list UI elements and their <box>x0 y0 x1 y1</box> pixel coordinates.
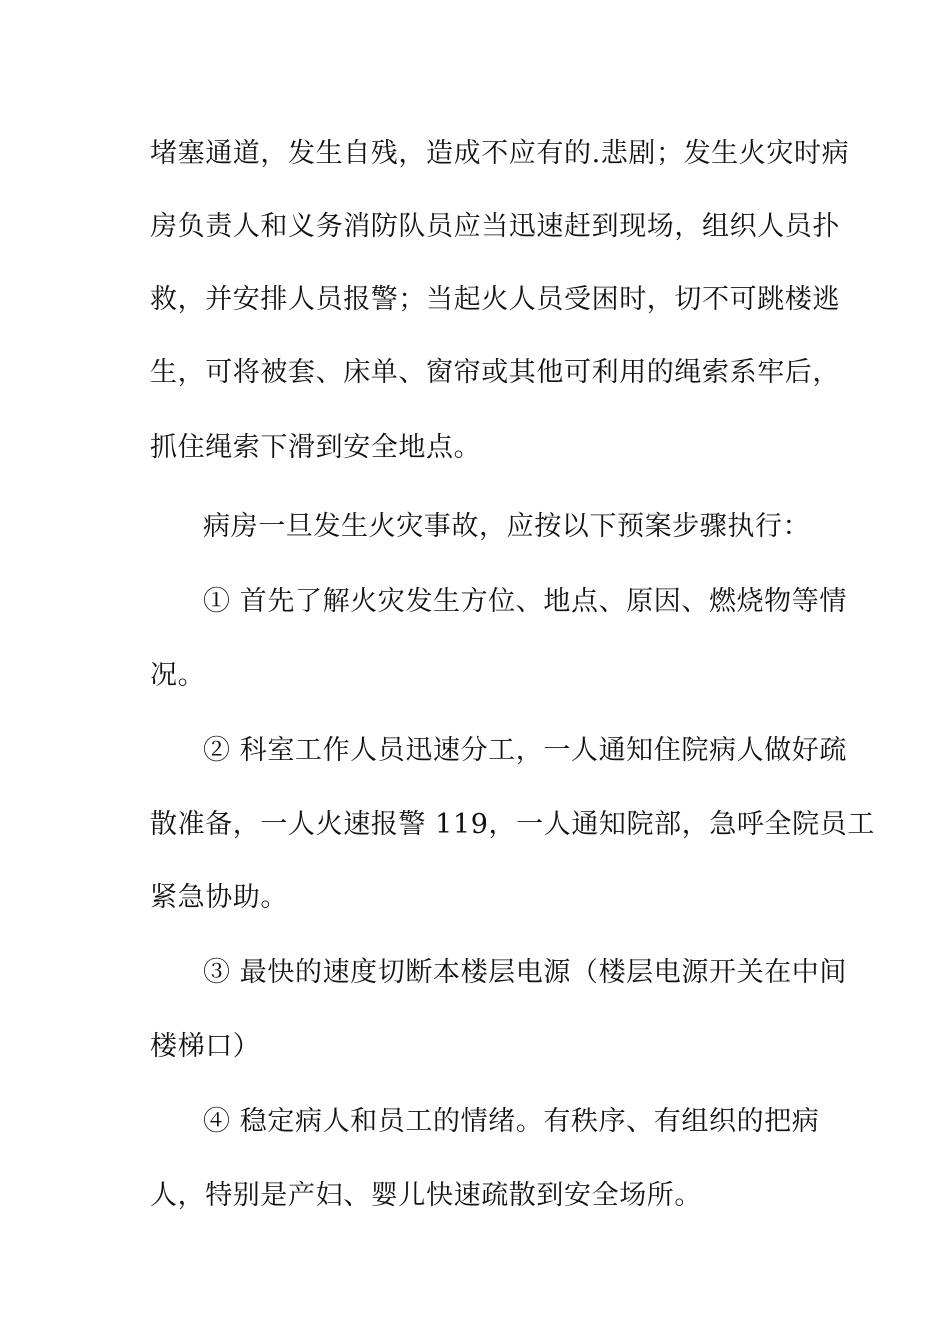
text-line: 堵塞通道，发生自残，造成不应有的.悲剧；发生火灾时病 <box>150 138 850 169</box>
step-2-line: ② 科室工作人员迅速分工，一人通知住院病人做好疏 <box>203 735 847 766</box>
text-line: 房负责人和义务消防队员应当迅速赶到现场，组织人员扑 <box>150 211 840 242</box>
step-2-line: 紧急协助。 <box>150 882 288 913</box>
step-3-line: 楼梯口） <box>150 1031 261 1062</box>
text-line: 救，并安排人员报警；当起火人员受困时，切不可跳楼逃 <box>150 284 840 315</box>
step-1-line: ① 首先了解火灾发生方位、地点、原因、燃烧物等情 <box>203 586 847 617</box>
step-1-line: 况。 <box>150 660 206 691</box>
step-4-line: ④ 稳定病人和员工的情绪。有秩序、有组织的把病 <box>203 1106 820 1137</box>
text-line: 生，可将被套、床单、窗帘或其他可利用的绳索系牢后， <box>150 357 840 388</box>
step-2-line: 散准备，一人火速报警 119，一人通知院部，急呼全院员工 <box>150 809 875 840</box>
step-3-line: ③ 最快的速度切断本楼层电源（楼层电源开关在中间 <box>203 957 847 988</box>
step-4-line: 人，特别是产妇、婴儿快速疏散到安全场所。 <box>150 1180 702 1211</box>
text-line: 抓住绳索下滑到安全地点。 <box>150 432 482 463</box>
paragraph-intro: 病房一旦发生火灾事故，应按以下预案步骤执行： <box>203 511 811 542</box>
